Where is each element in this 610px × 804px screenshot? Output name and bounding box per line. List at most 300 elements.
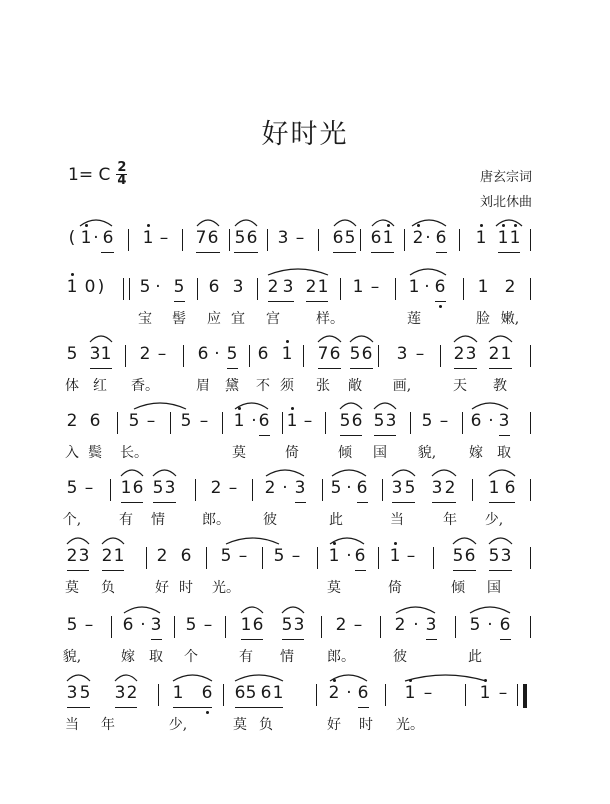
beam-underline <box>489 368 512 369</box>
slur-arc <box>65 534 91 546</box>
bar-line <box>206 547 207 569</box>
note-glyph: 5 <box>373 411 385 431</box>
lyric-char: 样。 <box>316 311 344 327</box>
note-glyph: 2 <box>488 344 500 364</box>
note-glyph: 7 <box>195 228 207 248</box>
note-glyph: 5 <box>245 683 257 703</box>
note-glyph: ) <box>97 277 105 297</box>
bar-line <box>322 479 323 501</box>
lyric-char: 负 <box>101 580 115 596</box>
bar-line <box>410 412 411 434</box>
lyric-char: 黛 <box>225 378 239 394</box>
note-glyph: 2 <box>305 277 317 297</box>
note-glyph: 5 <box>79 683 91 703</box>
note-glyph: 2 <box>453 344 465 364</box>
note-glyph: 1 <box>389 546 401 566</box>
bar-line <box>530 547 531 569</box>
octave-dot <box>71 273 74 276</box>
bar-line <box>378 547 379 569</box>
note-glyph: 1 <box>317 277 329 297</box>
beam-underline <box>453 570 476 571</box>
bar-line <box>229 229 230 251</box>
beam-underline <box>196 252 220 253</box>
lyric-char: 莫 <box>233 717 247 733</box>
note-glyph: 3 <box>385 411 397 431</box>
lyric-char: 光。 <box>396 717 424 733</box>
lyric-char: 嫁 <box>121 649 135 665</box>
note-glyph: 1 <box>328 546 340 566</box>
note-glyph: · <box>425 228 431 248</box>
bar-line <box>197 278 198 300</box>
lyric-char: 个 <box>184 649 198 665</box>
note-glyph: 1 <box>404 683 416 703</box>
note-glyph: 2 <box>267 277 279 297</box>
lyric-char: 入 <box>65 445 79 461</box>
note-glyph: 6 <box>356 478 368 498</box>
beam-underline <box>174 301 185 302</box>
slur-arc <box>487 534 514 546</box>
lyric-char: 光。 <box>212 580 240 596</box>
bar-line <box>404 229 405 251</box>
lyric-char: 取 <box>149 649 163 665</box>
note-glyph: – <box>238 546 248 566</box>
slur-arc <box>370 216 396 228</box>
note-glyph: · <box>93 228 99 248</box>
lyric-char: 宝 <box>138 311 152 327</box>
note-glyph: · <box>413 615 419 635</box>
note-glyph: – <box>406 546 416 566</box>
slur-arc <box>280 603 306 615</box>
bar-line <box>530 412 531 434</box>
lyric-char: 时 <box>359 717 373 733</box>
note-glyph: 1 <box>488 478 500 498</box>
bar-line <box>123 278 124 300</box>
lyric-char: 负 <box>259 717 273 733</box>
bar-line <box>530 616 531 638</box>
slur-arc <box>394 603 437 615</box>
lyric-char: 少, <box>484 512 504 528</box>
slur-arc <box>113 671 139 683</box>
slur-arc <box>348 332 375 344</box>
note-glyph: 3 <box>89 344 101 364</box>
note-glyph: 5 <box>469 615 481 635</box>
note-glyph: 3 <box>498 411 510 431</box>
note-glyph: · <box>424 277 430 297</box>
lyric-char: 情 <box>280 649 294 665</box>
beam-underline <box>282 639 304 640</box>
note-glyph: 1 <box>479 683 491 703</box>
note-glyph: 1 <box>172 683 184 703</box>
lyric-char: 此 <box>468 649 482 665</box>
note-glyph: 1 <box>66 277 78 297</box>
note-glyph: 3 <box>396 344 408 364</box>
note-glyph: 1 <box>500 344 512 364</box>
slur-arc <box>78 216 114 228</box>
note-glyph: 6 <box>234 683 246 703</box>
slur-arc <box>171 671 214 683</box>
note-glyph: 1 <box>286 411 298 431</box>
note-glyph: 2 <box>66 411 78 431</box>
lyric-char: 国 <box>373 445 387 461</box>
bar-line <box>257 278 258 300</box>
slur-arc <box>408 265 448 277</box>
slur-arc <box>233 216 259 228</box>
note-glyph: 1 <box>142 228 154 248</box>
lyric-char: 张 <box>316 378 330 394</box>
slur-arc <box>151 466 178 478</box>
note-glyph: 1 <box>497 228 509 248</box>
note-glyph: 6 <box>370 228 382 248</box>
lyric-char: 眉 <box>196 378 210 394</box>
beam-underline <box>374 435 396 436</box>
beam-underline <box>357 502 368 503</box>
note-glyph: · <box>346 478 352 498</box>
slur-arc <box>88 332 114 344</box>
lyric-char: 嫁 <box>469 445 483 461</box>
slur-arc <box>487 332 514 344</box>
note-glyph: 3 <box>282 277 294 297</box>
note-glyph: 6 <box>258 411 270 431</box>
slur-arc <box>468 603 512 615</box>
bar-line <box>128 229 129 251</box>
note-glyph: · <box>140 615 146 635</box>
slur-arc <box>494 216 524 228</box>
lyric-char: 宜 <box>231 311 245 327</box>
note-glyph: 1 <box>272 683 284 703</box>
note-glyph: 5 <box>220 546 232 566</box>
bar-line <box>262 547 263 569</box>
beam-underline <box>436 252 447 253</box>
lyric-char: 鬓 <box>88 445 102 461</box>
lyric-char: 此 <box>329 512 343 528</box>
bar-line <box>325 412 326 434</box>
note-glyph: 5 <box>452 546 464 566</box>
beam-underline <box>500 639 511 640</box>
lyric-char: 香。 <box>131 378 159 394</box>
bar-line <box>317 547 318 569</box>
bar-line <box>459 229 460 251</box>
beam-underline <box>435 301 446 302</box>
note-glyph: 3 <box>294 478 306 498</box>
note-glyph: – <box>370 277 380 297</box>
beam-underline <box>268 301 294 302</box>
slur-arc <box>390 466 417 478</box>
note-glyph: 6 <box>332 228 344 248</box>
bar-line <box>282 412 283 434</box>
slur-arc <box>403 671 488 683</box>
note-glyph: 3 <box>465 344 477 364</box>
bar-line <box>385 684 386 706</box>
note-glyph: 2 <box>328 683 340 703</box>
note-glyph: – <box>203 615 213 635</box>
note-glyph: 1 <box>477 277 489 297</box>
bar-line <box>530 278 531 300</box>
note-glyph: 6 <box>180 546 192 566</box>
bar-line <box>462 412 463 434</box>
note-glyph: · <box>251 411 257 431</box>
note-glyph: 3 <box>78 546 90 566</box>
note-glyph: 6 <box>132 478 144 498</box>
beam-underline <box>350 368 373 369</box>
note-glyph: – <box>439 411 449 431</box>
note-glyph: – <box>291 546 301 566</box>
octave-dot <box>291 407 294 410</box>
bar-line <box>111 616 112 638</box>
note-glyph: 2 <box>139 344 151 364</box>
lyric-char: 画, <box>392 378 412 394</box>
bar-line <box>463 278 464 300</box>
slur-arc <box>332 216 358 228</box>
note-glyph: 2 <box>394 615 406 635</box>
song-title: 好时光 <box>261 119 349 150</box>
lyric-char: 长。 <box>120 445 148 461</box>
bar-line <box>455 616 456 638</box>
note-glyph: – <box>228 478 238 498</box>
bar-line <box>170 412 171 434</box>
bar-line <box>183 345 184 367</box>
note-glyph: 5 <box>234 228 246 248</box>
beam-underline <box>358 707 369 708</box>
note-glyph: · <box>487 615 493 635</box>
note-glyph: · <box>282 478 288 498</box>
note-glyph: 2 <box>335 615 347 635</box>
lyric-char: 嫩, <box>500 311 520 327</box>
slur-arc <box>316 332 343 344</box>
note-glyph: 6 <box>246 228 258 248</box>
lyric-char: 敞 <box>348 378 362 394</box>
note-glyph: 3 <box>277 228 289 248</box>
note-glyph: – <box>295 228 305 248</box>
beam-underline <box>355 570 366 571</box>
note-glyph: 7 <box>317 344 329 364</box>
bar-line <box>110 479 111 501</box>
lyric-char: 教 <box>493 378 507 394</box>
note-glyph: 6 <box>354 546 366 566</box>
note-glyph: 6 <box>89 411 101 431</box>
beam-underline <box>227 368 238 369</box>
beam-underline <box>102 570 124 571</box>
note-glyph: – <box>353 615 363 635</box>
note-glyph: 1 <box>352 277 364 297</box>
lyric-char: 天 <box>453 378 467 394</box>
note-glyph: 1 <box>475 228 487 248</box>
lyric-char: 倾 <box>451 580 465 596</box>
note-glyph: 1 <box>80 228 92 248</box>
note-glyph: 1 <box>113 546 125 566</box>
bar-line <box>440 345 441 367</box>
note-glyph: – <box>199 411 209 431</box>
bar-line <box>303 345 304 367</box>
note-glyph: · <box>214 344 220 364</box>
bar-line <box>382 479 383 501</box>
lyric-char: 莫 <box>327 580 341 596</box>
bar-line <box>146 547 147 569</box>
note-glyph: 3 <box>114 683 126 703</box>
lyric-char: 年 <box>443 512 457 528</box>
note-glyph: 2 <box>504 277 516 297</box>
note-glyph: 3 <box>150 615 162 635</box>
slur-arc <box>195 216 221 228</box>
bar-line <box>158 684 159 706</box>
octave-dot-low <box>439 305 442 308</box>
beam-underline <box>153 502 176 503</box>
final-bar-line <box>523 684 527 708</box>
lyric-char: 有 <box>239 649 253 665</box>
note-glyph: 2 <box>210 478 222 498</box>
octave-dot <box>394 542 397 545</box>
note-glyph: – <box>159 228 169 248</box>
lyric-char: 有 <box>119 512 133 528</box>
bar-line <box>222 412 223 434</box>
note-glyph: 5 <box>226 344 238 364</box>
beam-underline <box>121 502 143 503</box>
note-glyph: 1 <box>240 615 252 635</box>
slur-arc <box>328 534 366 546</box>
lyric-char: 郎。 <box>202 512 230 528</box>
time-numerator: 2 <box>117 160 127 175</box>
beam-underline <box>489 570 512 571</box>
composer-credit: 刘北休曲 <box>479 195 532 210</box>
note-glyph: · <box>488 411 494 431</box>
note-glyph: 1 <box>509 228 521 248</box>
bar-line <box>360 229 361 251</box>
slur-arc <box>372 399 398 411</box>
bar-line <box>378 345 379 367</box>
note-glyph: 5 <box>173 277 185 297</box>
note-glyph: 6 <box>201 683 213 703</box>
note-glyph: 3 <box>232 277 244 297</box>
lyric-char: 体 <box>65 378 79 394</box>
beam-underline <box>510 252 520 253</box>
time-denominator: 4 <box>117 173 127 188</box>
note-glyph: 1 <box>100 344 112 364</box>
lyric-char: 脸 <box>476 311 490 327</box>
lyric-char: 貌, <box>417 445 437 461</box>
note-glyph: 6 <box>504 478 516 498</box>
lyric-char: 倾 <box>338 445 352 461</box>
note-glyph: 6 <box>361 344 373 364</box>
lyric-char: 国 <box>487 580 501 596</box>
beam-underline <box>426 639 437 640</box>
slur-arc <box>264 466 306 478</box>
note-glyph: 6 <box>434 277 446 297</box>
lyric-char: 当 <box>390 512 404 528</box>
octave-dot <box>286 340 289 343</box>
note-glyph: 3 <box>66 683 78 703</box>
slur-arc <box>328 671 369 683</box>
note-glyph: 3 <box>391 478 403 498</box>
note-glyph: – <box>423 683 433 703</box>
bar-line <box>340 278 341 300</box>
lyric-char: 倚 <box>388 580 402 596</box>
note-glyph: – <box>303 411 313 431</box>
note-glyph: 3 <box>431 478 443 498</box>
slur-arc <box>430 466 458 478</box>
lyric-char: 好 <box>327 717 341 733</box>
note-glyph: 6 <box>499 615 511 635</box>
lyric-char: 郎。 <box>327 649 355 665</box>
final-thin-bar <box>517 684 518 706</box>
lyric-char: 莲 <box>407 311 421 327</box>
note-glyph: 2 <box>264 478 276 498</box>
lyric-char: 宫 <box>266 311 280 327</box>
bar-line <box>380 616 381 638</box>
note-glyph: 5 <box>273 546 285 566</box>
slur-arc <box>233 671 285 683</box>
note-glyph: · <box>346 546 352 566</box>
bar-line <box>321 616 322 638</box>
note-glyph: 6 <box>208 277 220 297</box>
note-glyph: · <box>155 277 161 297</box>
note-glyph: 2 <box>444 478 456 498</box>
note-glyph: 5 <box>152 478 164 498</box>
lyric-char: 红 <box>93 378 107 394</box>
beam-underline <box>259 435 270 436</box>
note-glyph: 2 <box>126 683 138 703</box>
lyric-char: 取 <box>497 445 511 461</box>
slur-arc <box>451 534 478 546</box>
note-glyph: 1 <box>408 277 420 297</box>
note-glyph: 5 <box>66 478 78 498</box>
slur-arc <box>239 603 265 615</box>
slur-arc <box>224 534 281 546</box>
note-glyph: – <box>84 478 94 498</box>
note-glyph: 6 <box>257 344 269 364</box>
octave-dot <box>147 224 150 227</box>
slur-arc <box>470 399 510 411</box>
bar-line <box>225 616 226 638</box>
slur-arc <box>233 399 270 411</box>
note-glyph: 5 <box>180 411 192 431</box>
slur-arc <box>330 466 368 478</box>
note-glyph: 6 <box>435 228 447 248</box>
bar-line <box>174 616 175 638</box>
beam-underline <box>151 639 162 640</box>
bar-line <box>125 345 126 367</box>
note-glyph: 6 <box>357 683 369 703</box>
beam-underline <box>454 368 477 369</box>
note-glyph: 3 <box>293 615 305 635</box>
beam-underline <box>67 570 89 571</box>
note-glyph: 6 <box>351 411 363 431</box>
note-glyph: 5 <box>281 615 293 635</box>
beam-underline <box>115 707 137 708</box>
lyric-char: 不 <box>256 378 270 394</box>
lyric-char: 须 <box>280 378 294 394</box>
lyric-char: 年 <box>101 717 115 733</box>
lyric-char: 时 <box>179 580 193 596</box>
bar-line <box>530 345 531 367</box>
beam-underline <box>499 435 510 436</box>
slur-arc <box>119 466 145 478</box>
note-glyph: 0 <box>84 277 96 297</box>
note-glyph: – <box>84 615 94 635</box>
slur-arc <box>100 534 126 546</box>
beam-underline <box>67 707 90 708</box>
note-glyph: 1 <box>233 411 245 431</box>
bar-line <box>530 479 531 501</box>
lyric-char: 应 <box>207 311 221 327</box>
lyric-char: 个, <box>62 512 82 528</box>
beam-underline <box>295 502 306 503</box>
bar-line <box>267 229 268 251</box>
note-glyph: 2 <box>156 546 168 566</box>
note-glyph: 5 <box>66 344 78 364</box>
beam-underline <box>333 252 356 253</box>
note-glyph: 5 <box>330 478 342 498</box>
note-glyph: – <box>498 683 508 703</box>
note-glyph: 2 <box>66 546 78 566</box>
